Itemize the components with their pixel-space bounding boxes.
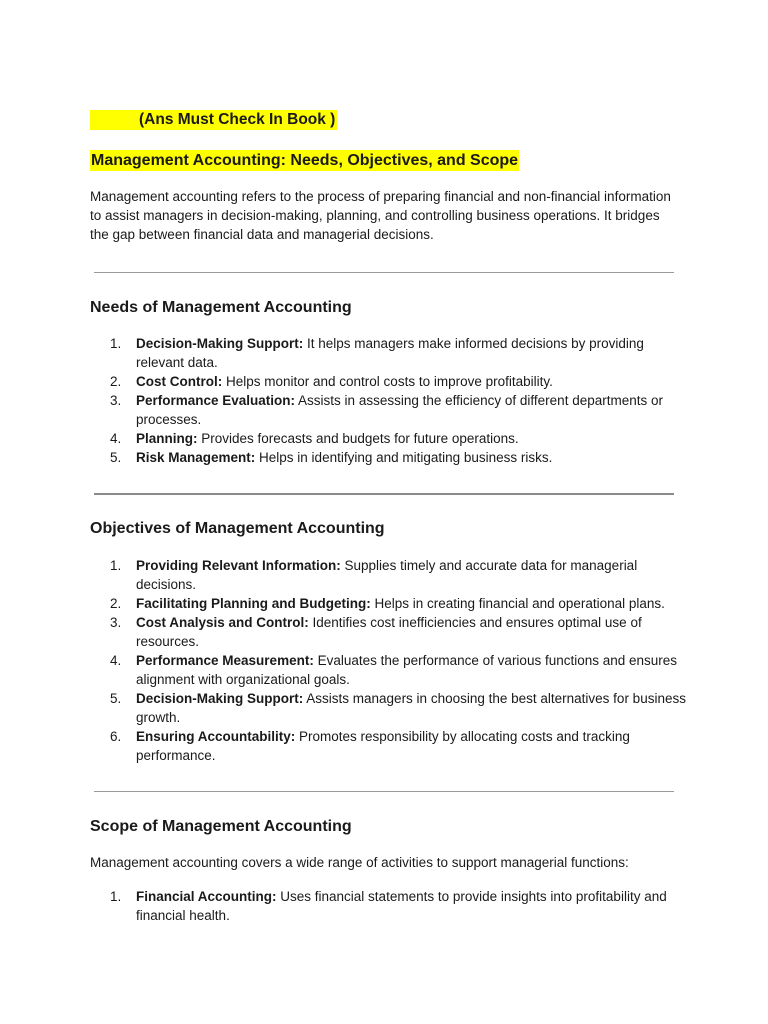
- list-item: [90, 372, 690, 391]
- scope-heading: Scope of Management Accounting: [90, 818, 352, 835]
- list-item: [90, 727, 690, 765]
- list-term: Performance Measurement:: [136, 653, 314, 668]
- list-item: [90, 448, 690, 467]
- list-text: Helps in identifying and mitigating business risks.: [255, 450, 553, 465]
- list-number: 1.: [110, 336, 122, 351]
- list-number: 6.: [110, 729, 122, 744]
- divider: [94, 272, 674, 273]
- list-item: [90, 429, 690, 448]
- list-number: 3.: [110, 393, 122, 408]
- list-text: Provides forecasts and budgets for future operations.: [197, 431, 519, 446]
- list-number: 1.: [110, 889, 122, 904]
- list-number: 2.: [110, 374, 122, 389]
- list-item: [90, 594, 690, 613]
- list-term: Decision-Making Support:: [136, 336, 304, 351]
- list-item: [90, 689, 690, 727]
- needs-heading: Needs of Management Accounting: [90, 299, 352, 316]
- list-text: Assists in assessing the efficiency of different departments or processes.: [136, 393, 663, 427]
- list-item: [90, 391, 690, 429]
- list-term: Ensuring Accountability:: [136, 729, 296, 744]
- list-text: Evaluates the performance of various functions and ensures alignment with organizational goals.: [136, 653, 678, 687]
- list-text: Helps monitor and control costs to improve profitability.: [222, 374, 553, 389]
- list-term: Decision-Making Support:: [136, 691, 304, 706]
- list-text: Helps in creating financial and operational plans.: [370, 596, 665, 611]
- list-number: 4.: [110, 653, 122, 668]
- document-title: Management Accounting: Needs, Objectives, and Scope: [91, 152, 519, 169]
- list-item: [90, 334, 690, 372]
- needs-list: [90, 334, 690, 467]
- list-item: [90, 556, 690, 594]
- list-text: It helps managers make informed decisions by providing relevant data.: [136, 336, 644, 370]
- scope-list: [90, 887, 690, 925]
- list-text: Assists managers in choosing the best alternatives for business growth.: [136, 691, 686, 725]
- list-term: Planning:: [136, 431, 198, 446]
- list-number: 5.: [110, 450, 122, 465]
- list-term: Cost Control:: [136, 374, 223, 389]
- scope-intro-paragraph: Management accounting covers a wide range of activities to support managerial functions:: [90, 855, 629, 870]
- list-term: Facilitating Planning and Budgeting:: [136, 596, 371, 611]
- list-text: Identifies cost inefficiencies and ensures optimal use of resources.: [136, 615, 642, 649]
- list-item: [90, 651, 690, 689]
- objectives-heading: Objectives of Management Accounting: [90, 520, 385, 537]
- list-term: Providing Relevant Information:: [136, 558, 341, 573]
- list-number: 1.: [110, 558, 122, 573]
- check-book-note: (Ans Must Check In Book ): [90, 110, 337, 130]
- list-term: Cost Analysis and Control:: [136, 615, 309, 630]
- divider: [94, 493, 674, 495]
- list-item: [90, 887, 690, 925]
- list-text: Supplies timely and accurate data for managerial decisions.: [136, 558, 638, 592]
- list-number: 3.: [110, 615, 122, 630]
- list-term: Performance Evaluation:: [136, 393, 296, 408]
- divider: [94, 791, 674, 792]
- objectives-list: [90, 556, 690, 765]
- list-term: Risk Management:: [136, 450, 256, 465]
- list-number: 2.: [110, 596, 122, 611]
- list-term: Financial Accounting:: [136, 889, 277, 904]
- list-text: Promotes responsibility by allocating costs and tracking performance.: [136, 729, 630, 763]
- list-number: 5.: [110, 691, 122, 706]
- list-item: [90, 613, 690, 651]
- list-number: 4.: [110, 431, 122, 446]
- list-text: Uses financial statements to provide insights into profitability and financial health.: [136, 889, 667, 923]
- intro-paragraph: Management accounting refers to the process of preparing financial and non-financial information to assist managers in decision-making, planning, and controlling business operations. It bridges the gap between financial data and managerial decisions.: [90, 189, 671, 242]
